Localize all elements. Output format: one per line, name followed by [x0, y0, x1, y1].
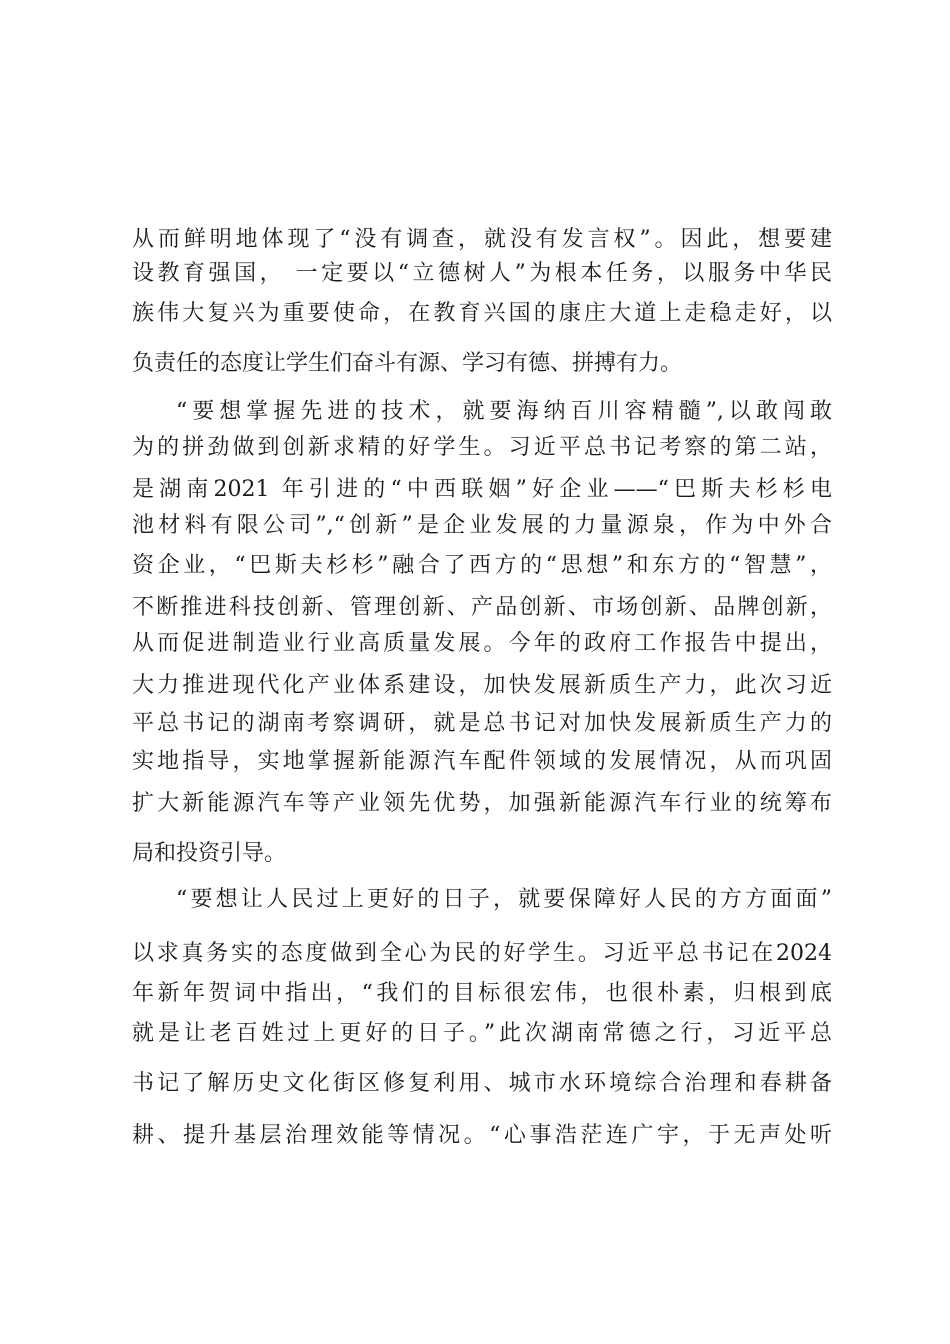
text-line: 不断推进科技创新、管理创新、产品创新、市场创新、品牌创新， [132, 595, 832, 620]
text-line: 局和投资引导。 [132, 841, 287, 866]
text-line: 资企业，“巴斯夫杉杉”融合了西方的“思想”和东方的“智慧”， [132, 553, 832, 578]
text-line: 池材料有限公司”,“创新”是企业发展的力量源泉，作为中外合 [132, 513, 832, 538]
text-line: 族伟大复兴为重要使命，在教育兴国的康庄大道上走稳走好，以 [132, 301, 832, 326]
text-line: 负责任的态度让学生们奋斗有源、学习有德、拼搏有力。 [132, 351, 683, 376]
text-line: 设教育强国， 一定要以“立德树人”为根本任务，以服务中华民 [132, 261, 832, 286]
text-line: 从而鲜明地体现了“没有调查，就没有发言权”。因此，想要建 [132, 227, 832, 252]
text-line: 大力推进现代化产业体系建设，加快发展新质生产力，此次习近 [132, 673, 832, 698]
text-line: 是湖南2021 年引进的“中西联姻”好企业——“巴斯夫杉杉电 [132, 477, 832, 502]
text-line: 书记了解历史文化街区修复利用、城市水环境综合治理和春耕备 [132, 1071, 832, 1096]
paragraph-first-line: “要想让人民过上更好的日子，就要保障好人民的方方面面” [176, 887, 832, 912]
text-line: 耕、提升基层治理效能等情况。“心事浩茫连广宇，于无声处听 [132, 1123, 832, 1148]
text-line: 年新年贺词中指出，“我们的目标很宏伟，也很朴素，归根到底 [132, 981, 832, 1006]
paragraph-first-line: “要想掌握先进的技术，就要海纳百川容精髓”,以敢闯敢 [176, 399, 832, 424]
text-line: 扩大新能源汽车等产业领先优势，加强新能源汽车行业的统筹布 [132, 791, 832, 816]
text-line: 就是让老百姓过上更好的日子。”此次湖南常德之行，习近平总 [132, 1021, 832, 1046]
text-line: 平总书记的湖南考察调研，就是总书记对加快发展新质生产力的 [132, 711, 832, 736]
text-line: 实地指导，实地掌握新能源汽车配件领域的发展情况，从而巩固 [132, 749, 832, 774]
text-line: 为的拼劲做到创新求精的好学生。习近平总书记考察的第二站， [132, 435, 832, 460]
text-line: 以求真务实的态度做到全心为民的好学生。习近平总书记在2024 [132, 941, 832, 966]
text-line: 从而促进制造业行业高质量发展。今年的政府工作报告中提出， [132, 631, 832, 656]
